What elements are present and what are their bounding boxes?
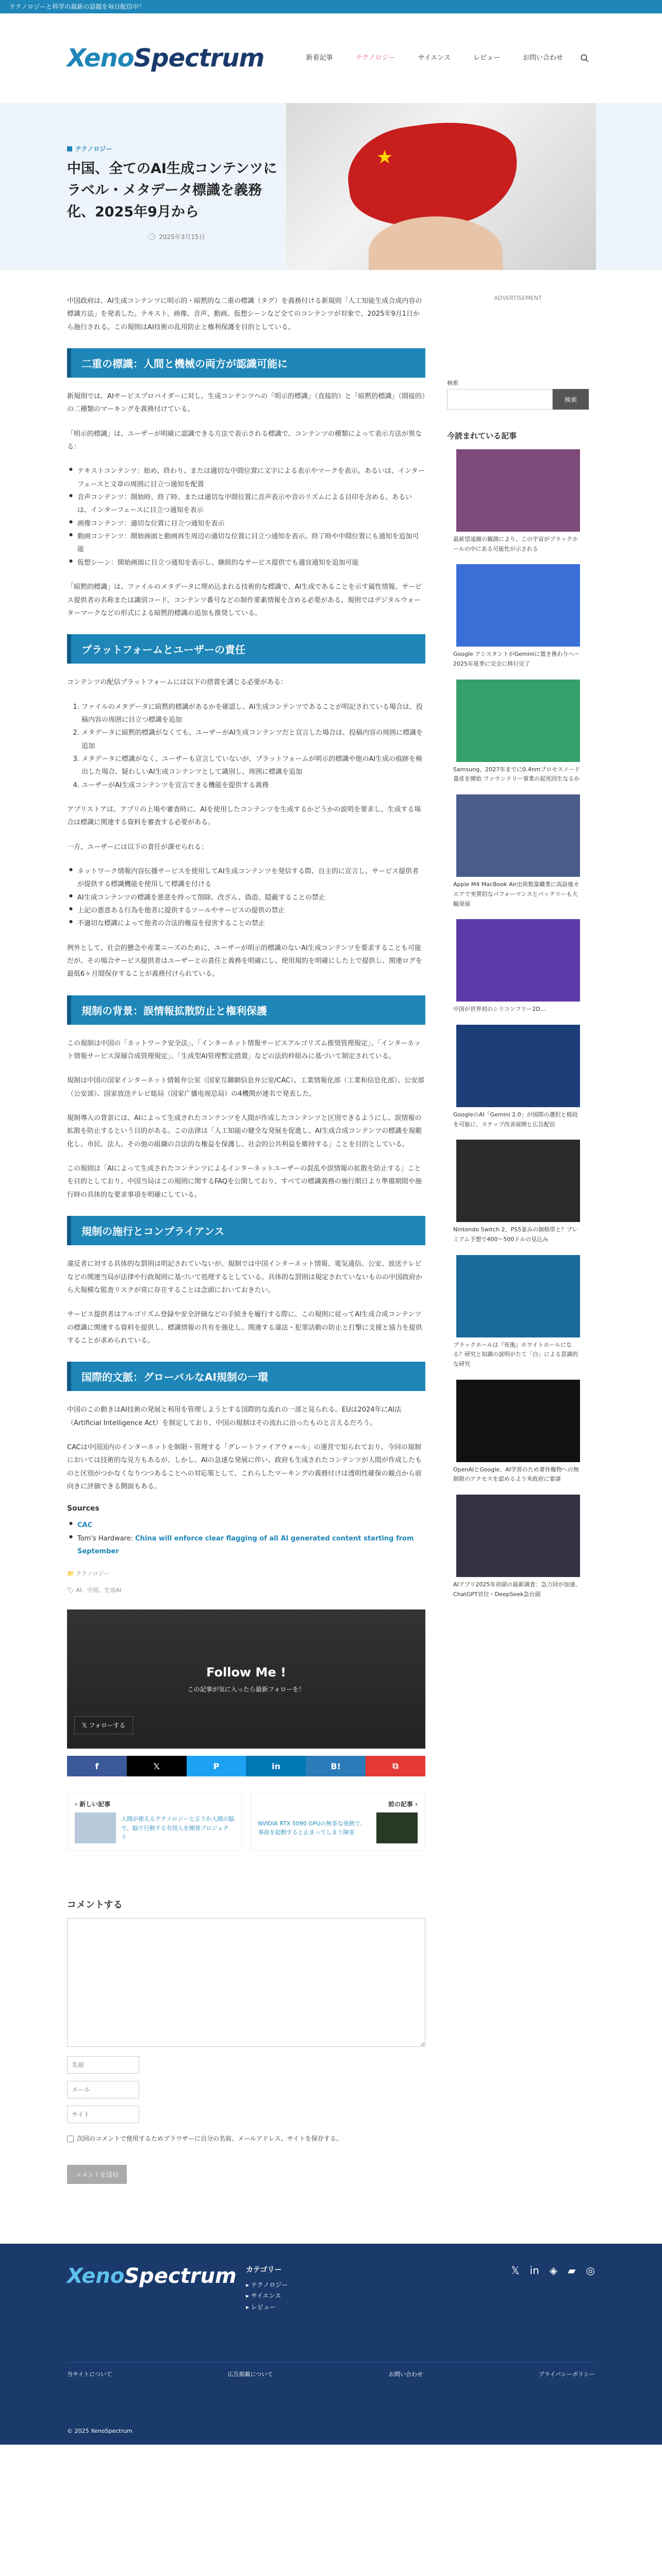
section-heading: 規制の背景：誤情報拡散防止と権利保護 [67,995,425,1025]
trending-caption: Google アシスタントがGeminiに置き換わりへ〜2025年夏季に完全に移行完了 [453,651,580,668]
nav-technology[interactable]: テクノロジー [355,54,395,62]
trending-item[interactable] [447,680,589,784]
logo-rest: Spectrum [134,44,264,73]
article-tags [67,1586,425,1594]
footer-social [511,2264,595,2277]
footer-link-ads[interactable]: 広告掲載について [227,2370,273,2378]
prev-post[interactable] [67,1792,242,1851]
linkedin-icon[interactable]: in [529,2264,539,2277]
footer-logo-main: Xeno [67,2264,125,2288]
site-field[interactable] [67,2106,139,2123]
nav-contact[interactable]: お問い合わせ [522,54,563,62]
hero-image [286,103,596,270]
source-prefix: Tom's Hardware: [77,1534,136,1543]
x-icon[interactable]: 𝕏 [511,2264,520,2277]
category-link[interactable]: テクノロジー [76,1570,110,1578]
announcement-text: テクノロジーと科学の最新の話題を毎日配信中！ [9,3,145,10]
trending-caption: OpenAIとGoogle、AI学習のため著作権物への無制限のアクセスを認めるよう米政府に要請 [453,1466,579,1483]
bullet-list [67,865,425,930]
hero-category-label: テクノロジー [75,145,112,152]
section-heading: プラットフォームとユーザーの責任 [67,634,425,664]
save-info-label: 次回のコメントで使用するためブラウザーに自分の名前、メールアドレス、サイトを保存する。 [77,2135,342,2143]
sources-list [67,1519,425,1558]
trending-list [447,449,589,1599]
x-follow-button[interactable] [74,1716,133,1734]
paragraph: サービス提供者はアルゴリズム登録や安全評価などの手続きを履行する際に、この規則に従ってAI生成合成コンテンツの標識に関連する資料を提供し、標識情報の共有を強化し、関連する違法・犯罪活動の防止と打撃に支援と協力を提供することが求められている。 [67,1311,423,1345]
list-item: ● ネットワーク情報内容伝播サービスを使用してAI生成コンテンツを発信する際、自主的に宣言し、サービス提供者が提供する標識機能を使用して標識を付ける [67,865,425,891]
hero-category[interactable] [67,144,286,153]
chevron-left-icon: ‹ [75,1801,80,1808]
footer-category-item[interactable]: ▸ レビュー [246,2303,276,2311]
sources-heading: Sources [67,1504,100,1513]
section-heading: 規制の施行とコンプライアンス [67,1216,425,1245]
trending-thumbnail [456,1255,580,1337]
footer-category-item[interactable]: ▸ サイエンス [246,2292,282,2300]
footer-category-label: テクノロジー [251,2281,288,2289]
trending-thumbnail [456,1380,580,1462]
footer-link-about[interactable]: 当サイトについて [67,2370,112,2378]
trending-item[interactable] [447,1025,589,1129]
footer-category-label: サイエンス [251,2292,282,2300]
footer-categories [246,2264,288,2313]
search-icon[interactable] [574,48,595,69]
prev-head-text: 新しい記事 [79,1801,111,1808]
paragraph: 規制は中国の国家インターネット情報弁公室（国家互聯網信息弁公室/CAC）、工業情報化部（工業和信息化部）、公安部（公安部）、国家放送テレビ総局（国家广播电视总局）の4機関が連名で発表した。 [67,1077,425,1098]
date-text: 2025年3月15日 [159,233,205,241]
pocket-share-icon[interactable]: P [187,1756,246,1776]
section-heading: 二重の標識：人間と機械の両方が認識可能に [67,348,425,378]
trending-caption: 中国が世界初のシリコンフリー2D… [453,1006,546,1013]
trending-caption: ブラックホールは『死後』ホワイトホールになる？研究と知識の説明がたて「白」による意識的な研究 [453,1341,578,1367]
linkedin-share-icon[interactable]: in [246,1756,306,1776]
source-link[interactable]: CAC [77,1521,93,1530]
section-heading: 国際的文脈：グローバルなAI規制の一環 [67,1362,425,1391]
trending-thumbnail [456,449,580,532]
list-item: ● 仮想シーン：開始画面に目立つ通知を表示し、継続的なサービス提供でも適宜通知を追加可能 [67,556,425,569]
nav-review[interactable]: レビュー [473,54,500,62]
trending-caption: Nintendo Switch 2、PS5並みの価格帯と？プレミアム予想で400〜500ドルの見込み [453,1226,578,1243]
nav-new-articles[interactable]: 新着記事 [306,54,333,62]
trending-item[interactable] [447,449,589,554]
sidebar-search [447,389,589,410]
post-navigation [67,1792,425,1851]
main-layout [0,295,662,2184]
submit-comment-button[interactable]: コメントを送信 [67,2165,127,2184]
footer-category-label: レビュー [251,2303,276,2311]
save-info-checkbox[interactable] [67,2133,74,2144]
next-post-title: NVIDIA RTX 5090 GPUの無茶な発熱で、事故を起動すると止まってしまう障害 [258,1820,366,1836]
footer-category-heading: カテゴリー [246,2265,282,2274]
hero-text [0,103,286,270]
clock-icon: 🕒 [148,233,156,241]
intro-paragraph: 中国政府は、AI生成コンテンツに明示的・暗黙的な二重の標識（タグ）を義務付ける新規則「人工知能生成合成内容の標識方法」を発表した。テキスト、画像、音声、動画、仮想シーンなど全てのコンテンツが対象で、2025年9月1日から施行される。この規則はAI技術の乱用防止と権利保護を目的としている。 [67,297,422,331]
trending-caption: GoogleのAI「Gemini 2.0」が国際の選択と格段を可能に、ステップ改善展開と広告配信 [453,1111,578,1128]
list-item: ● 動画コンテンツ：開始画面と動画再生周辺の適切な位置に目立つ通知を表示。終了時や中間位置にも通知を追加可能 [67,530,425,556]
footer-links [67,2362,595,2378]
chevron-right-icon: › [412,1801,418,1808]
copy-share-icon[interactable]: ⧉ [366,1756,425,1776]
article-date [67,232,286,241]
main-nav [295,48,595,69]
folder-icon [67,146,72,151]
source-link[interactable]: China will enforce clear flagging of all AI generated content starting from September [77,1534,414,1555]
logo-main: Xeno [67,44,134,73]
article-category-tag [67,1569,425,1578]
paragraph: 「明示的標識」は、ユーザーが明確に認識できる方法で表示される標識で、コンテンツの種類によって表示方法が異なる： [67,430,422,451]
next-post-heading [258,1800,418,1808]
x-share-icon[interactable]: 𝕏 [127,1756,187,1776]
trending-item[interactable] [447,1380,589,1484]
next-post[interactable] [251,1792,426,1851]
sidebar [447,295,589,2184]
feedly-icon[interactable]: ◈ [549,2264,558,2277]
bullet-list [67,465,425,569]
name-field[interactable] [67,2056,139,2074]
list-item: 2. メタデータに暗黙的標識がなくても、ユーザーがAI生成コンテンツだと宣言した場合は、投稿内容の周囲に標識を追加 [81,726,425,753]
trending-item[interactable] [447,1140,589,1244]
follow-title: Follow Me ! [206,1665,286,1680]
site-header [0,13,662,103]
email-field[interactable] [67,2081,139,2098]
list-item: 4. ユーザーがAI生成コンテンツを宣言できる機能を提供する義務 [81,779,425,792]
trending-thumbnail [456,794,580,877]
paragraph: コンテンツの配信プラットフォームには以下の措置を講じる必要がある： [67,679,288,687]
paragraph: この規制は中国の「ネットワーク安全法」、「インターネット情報サービスアルゴリズム推奨管理規定」、「インターネット情報サービス深層合成管理規定」、「生成型AI管理暫定措置」などの法的枠組みに基づいて制定されている。 [67,1039,421,1061]
paragraph: 規制導入の背景には、AIによって生成されたコンテンツを人間が作成したコンテンツと区別できるようにし、誤情報の拡散を防止するという目的がある。この法律は「人工知能の健全な発展を促進し、AI生成合成コンテンツの標識を規範化し、市民、法人、その他の組織の合法的な権益を保護し、社会的公共利益を維持する」ことを目的としている。 [67,1114,422,1148]
comment-textarea[interactable] [67,1918,425,2047]
trending-caption: AIアプリ2025年初頭の最新調査：急力回が加速、ChatGPT首位・DeepSeek急台頭 [453,1581,581,1598]
facebook-share-icon[interactable]: f [67,1756,127,1776]
advertisement-label: ADVERTISEMENT [494,295,542,301]
footer-logo-rest: Spectrum [124,2264,237,2288]
save-info-checkbox-row [67,2133,425,2144]
footer-link-privacy[interactable]: プライバシーポリシー [538,2370,595,2378]
paragraph: 例外として、社会的懸念や産業ニーズのために、ユーザーが明示的標識のないAI生成コンテンツを要求することも可能だが、その場合サービス提供者はユーザーとの責任と義務を明確にし、使用規約を明確にした上で提供し、関連ログを最低6ヶ月間保存することが義務付けられている。 [67,944,423,978]
x-icon: 𝕏 [82,1722,89,1730]
trending-item[interactable] [447,919,589,1014]
trending-heading: 今読まれている記事 [447,431,517,440]
trending-thumbnail [456,919,580,1002]
trending-caption: 最新望遠鏡の観測により、この宇宙がブラックホールの中にある可能性が示される [453,536,578,552]
site-footer [0,2244,662,2445]
x-follow-label: フォローする [89,1722,126,1730]
sidebar-search-button[interactable]: 検索 [553,389,589,410]
nav-science[interactable]: サイエンス [418,54,451,62]
hatena-share-icon[interactable]: B! [306,1756,366,1776]
trending-item[interactable] [447,564,589,669]
paragraph: 中国のこの動きはAI技術の発展と利用を管理しようとする国際的な流れの一部と見られる。EUは2024年にAI法（Artificial Intelligence Act）を制定しており、中国の規制はその流れに沿ったものと言えるだろう。 [67,1406,402,1427]
list-item: ● 不適切な標識によって他者の合法的権益を侵害することの禁止 [67,917,425,930]
paragraph: 「暗黙的標識」は、ファイルのメタデータに埋め込まれる技術的な標識で、AI生成であることを示す属性情報、サービス提供者の名称または識別コード、コンテンツ番号などの制作要素情報を含める必要がある。規則ではデジタルウォーターマークなどの形式による暗黙的標識の追加も推奨している。 [67,583,422,617]
list-item: 1. ファイルのメタデータに暗黙的標識があるかを確認し、AI生成コンテンツであることが明記されている場合は、投稿内容の周囲に目立つ標識を追加 [81,701,425,727]
tag-icon: 🏷 [67,1587,76,1594]
instagram-icon[interactable]: ◎ [586,2264,595,2277]
paragraph: アプリストアは、アプリの上場や審査時に、AIを使用したコンテンツを生成するかどうかの説明を要求し、生成する場合は標識に関連する資料を審査する必要がある。 [67,805,421,827]
prev-post-title: 人間が使えるテクノロジーと言うか人間の脳で、脳で行動する有用人を開発プロジェクト [121,1815,235,1841]
hand-shape [369,216,503,270]
follow-box [67,1609,425,1749]
next-post-body [258,1812,418,1843]
comment-heading: コメントする [67,1900,123,1911]
trending-thumbnail [456,1025,580,1107]
tags-link[interactable]: AI、中国、生成AI [76,1587,122,1594]
footer-link-contact[interactable]: お問い合わせ [388,2370,423,2378]
top-announcement-bar [0,0,662,13]
article-content [67,295,425,2184]
source-item [67,1532,425,1558]
flipboard-icon[interactable]: ▰ [568,2264,576,2277]
next-thumbnail [376,1812,418,1843]
paragraph: この規則は「AIによって生成されたコンテンツによるインターネットユーザーの混乱や誤情報の拡散を防止する」ことを目的としており、中国当局はこの規則に関するFAQを公開しており、すべての標識義務の施行期日より準備期間や施行時の具体的な要求事項を明確にしている。 [67,1165,422,1199]
share-bar [67,1756,425,1776]
follow-subtitle: この記事が気に入ったら最新フォローを！ [187,1685,305,1693]
list-item: ● AI生成コンテンツの標識を悪意を持って削除、改ざん、偽造、隠蔽することの禁止 [67,891,425,904]
paragraph: 違反者に対する具体的な罰則は明記されていないが、規制では中国インターネット情報、電気通信、公安、放送テレビなどの関連当局が法律や行政規則に基づいて処理するとしている。具体的な罰則は規定されていないものの中国政府から大規模な監査リスクが常に存在することは念頭においておきたい。 [67,1260,423,1294]
prev-thumbnail [75,1812,116,1843]
numbered-list [81,701,425,792]
next-head-text: 前の記事 [388,1801,413,1808]
trending-caption: Apple M4 MacBook Air出荷数量職業に高設後カエアで実質的なパフォーマンスとバッテリーも大幅発展 [453,881,580,907]
list-item: ● 画像コンテンツ：適切な位置に目立つ通知を表示 [67,517,425,530]
star-icon: ★ [376,147,393,168]
list-item: ● 音声コンテンツ：開始時、終了時、または適切な中間位置に音声表示や音のリズムによる目印を含める。あるいは、インターフェースに目立つ通知を表示 [67,491,425,517]
footer-category-item[interactable]: ▸ テクノロジー [246,2281,288,2289]
paragraph: 一方、ユーザーには以下の責任が課せられる： [67,843,208,851]
copyright: © 2025 XenoSpectrum [67,2427,133,2434]
trending-item[interactable] [447,794,589,909]
folder-icon: 📁 [67,1570,76,1578]
site-logo[interactable] [67,44,264,73]
trending-thumbnail [456,564,580,647]
paragraph: 新規則では、AIサービスプロバイダーに対し、生成コンテンツへの「明示的標識」（直接的）と「暗黙的標識」（間接的）の二種類のマーキングを義務付けている。 [67,393,425,414]
hero-section [0,103,662,270]
list-item: ● 上記の悪意ある行為を他者に提供するツールやサービスの提供の禁止 [67,904,425,917]
trending-thumbnail [456,680,580,762]
trending-item[interactable] [447,1495,589,1599]
prev-post-body [75,1812,235,1843]
search-label: 検索 [447,380,458,386]
list-item: ● テキストコンテンツ：始め、終わり、または適切な中間位置に文字による表示やマークを表示。あるいは、インターフェースと文章の周囲に目立つ通知を配置 [67,465,425,491]
list-item: 3. メタデータに標識がなく、ユーザーも宣言していないが、プラットフォームが明示的標識や他のAI生成の痕跡を検出した場合、疑わしいAI生成コンテンツとして識別し、周囲に標識を追加 [81,753,425,779]
prev-post-heading [75,1800,235,1808]
paragraph: CACは中国国内のインターネットを制限・管理する「グレートファイアウォール」の運営で知られており、今回の規制においては技術的な見方もあるが、しかし、AIの急速な発展に伴い、政府も生成されたコンテンツが人間が作成したものと区別がつかなくなりつつあることへの対応策として、これらしたマーキングの義務付けは透明性確保の観点から前向きに評価できる側面もある。 [67,1443,422,1490]
article-title: 中国、全てのAI生成コンテンツにラベル・メタデータ標識を義務化、2025年9月から [67,161,277,220]
source-item [67,1519,425,1532]
trending-thumbnail [456,1140,580,1222]
trending-caption: Samsung、2027年までに0.4nmプロセスノード量産を開始 ファウンドリー事業の起死回生なるか [453,766,580,783]
sidebar-search-input[interactable] [447,389,553,410]
trending-item[interactable] [447,1255,589,1369]
trending-thumbnail [456,1495,580,1577]
